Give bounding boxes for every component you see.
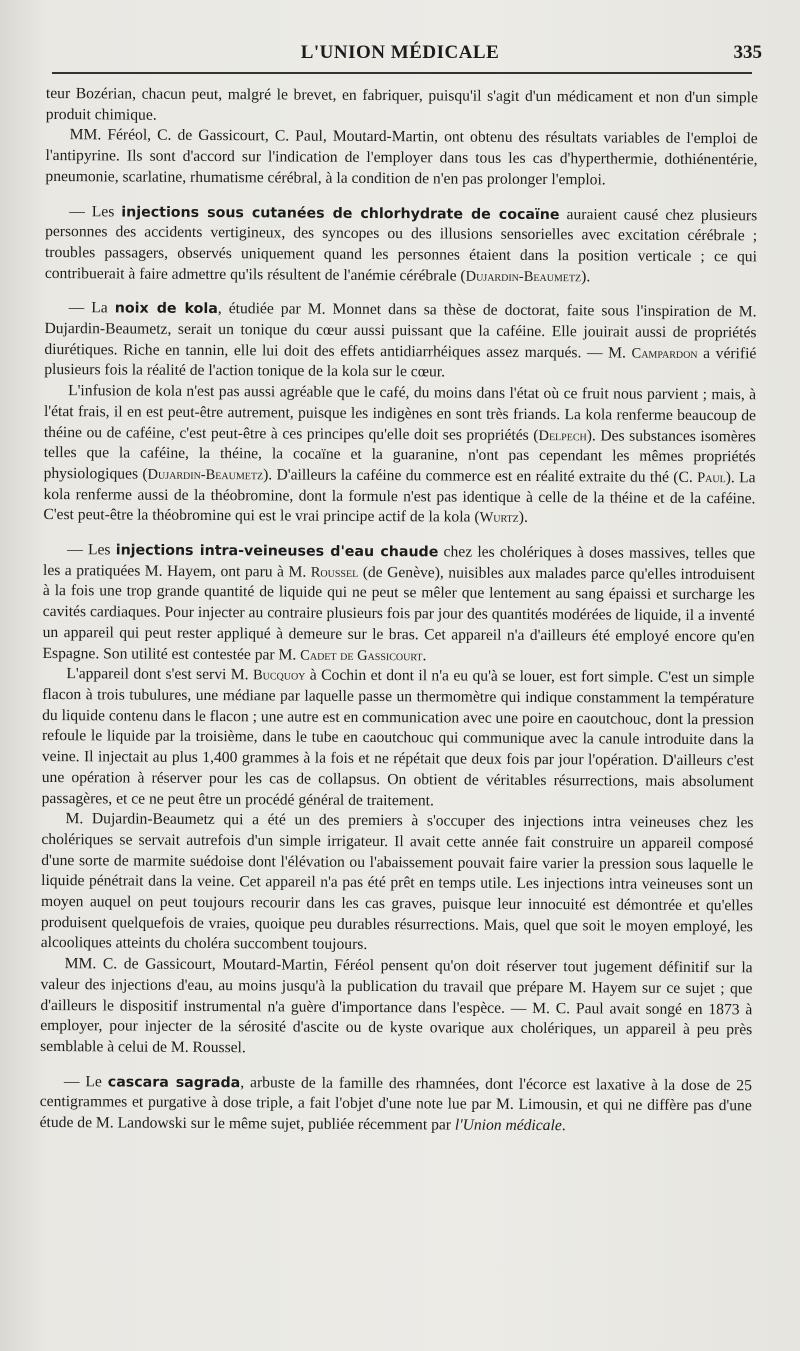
end-text: ). bbox=[518, 509, 528, 527]
lead-text: — Les bbox=[67, 541, 111, 559]
paragraph-bozerian: teur Bozérian, chacun peut, malgré le brevet, en fabriquer, puisqu'il s'agit d'un médicament et non d'un simple produit chimique. bbox=[45, 84, 758, 124]
author-ref: Dujardin-Beaumetz bbox=[465, 268, 582, 285]
header-rule bbox=[52, 72, 752, 74]
paragraph-cascara bbox=[40, 1072, 752, 1138]
body-text: ). La kola renferme aussi de la théobromine, dont la formule n'est pas identique à celle de la théine et de la caféine. C'est peut-être la théobromine qui est le vrai principe actif de la kola ( bbox=[43, 469, 756, 527]
end-text: ). bbox=[581, 267, 591, 285]
body-text: , étudiée par M. Monnet dans sa thèse de doctorat, faite sous l'inspiration de M. Dujardin-Beaumetz, serait un tonique du cœur aussi puissant que la caféine. Elle jouirait aussi de propriétés diurétiques. Riche en tannin, elle lui doit des effets antidiarrhéiques assez marqués. — M. bbox=[44, 300, 757, 362]
author-ref: Dujardin-Beaumetz bbox=[147, 466, 264, 484]
body-text: , arbuste de la famille des rhamnées, dont l'écorce est laxative à la dose de 25 centigrammes et purgative à dose triple, a fait l'objet d'une note lue par M. Limousin, et qui ne diffère pas d'une étude de M. Landowski sur le même sujet, publiée récemment par bbox=[39, 1073, 752, 1134]
author-ref: Delpech bbox=[538, 427, 587, 444]
keyword-cascara: cascara sagrada bbox=[107, 1074, 241, 1091]
paragraph-injections bbox=[42, 540, 755, 669]
paragraph-cocaine bbox=[45, 202, 757, 289]
paragraph-appareil bbox=[42, 664, 755, 813]
body-text: (de Genève), nuisibles aux malades parce qu'elles introduisent à la fois une trop grande quantité de liquide qui ne peut se mêler que lentement au sang épaissi et surcharge les cavités cardiaques. Pour injecter au contraire plusieurs fois par jour des quantités modérées de liquide, il a inventé un appareil qui peut rester appliqué à demeure sur le bras. Cet appareil n'a d'ailleurs été employé encore qu'en Espagne. Son utilité est contestée par M. bbox=[42, 563, 756, 664]
author-ref: Cadet de Gassicourt bbox=[300, 647, 423, 664]
paragraph-kola bbox=[44, 298, 756, 385]
lead-text: — Le bbox=[63, 1072, 102, 1091]
page-header bbox=[30, 38, 770, 72]
keyword-cocaine: injections sous cutanées de chlorhydrate de cocaïne bbox=[121, 203, 560, 223]
body-text: ). D'ailleurs la caféine du commerce est en réalité extraite du thé (C. bbox=[263, 466, 693, 486]
body-text: ). Des substances isomères telles que la caféine, la théine, la cocaïne et la guaranine, n'ont pas cependant les mêmes propriétés physiologiques ( bbox=[43, 426, 756, 483]
keyword-kola: noix de kola bbox=[114, 300, 218, 318]
body-text: chez les cholériques à doses massives, telles que les a pratiquées M. Hayem, ont paru à M. bbox=[42, 543, 756, 581]
paragraph-dujardin: M. Dujardin-Beaumetz qui a été un des premiers à s'occuper des injections intra veineuses chez les cholériques se servait autrefois d'un simple irrigateur. Il avait cette année fait construire un appareil composé d'une sorte de marmite suédoise dont l'élévation ou l'abaissement pouvait faire varier la pression sous laquelle le liquide pénétrait dans la veine. Cet appareil n'a pas été prêt en temps utile. Les injections intra veineuses sont un moyen auquel on peut toujours recourir dans les cas graves, puisque leur innocuité est démontrée et qu'elles produisent quelquefois de vraies, quoique peu durables résurrections. Mais, quel que soit le moyen employé, les alcooliques atteints du choléra succombent toujours. bbox=[40, 810, 754, 954]
paragraph-antipyrine: MM. Féréol, C. de Gassicourt, C. Paul, Moutard-Martin, ont obtenu des résultats variables de l'emploi de l'antipyrine. Ils sont d'accord sur l'indication de l'employer dans tous les cas d'hyperthermie, dothiénentérie, pneumonie, scarlatine, rhumatisme cérébral, à la condition de n'en pas prolonger l'emploi. bbox=[45, 126, 758, 189]
end-text: . bbox=[422, 646, 427, 664]
end-text: . bbox=[561, 1117, 566, 1135]
author-ref: Bucquoy bbox=[252, 667, 306, 684]
body-text: a vérifié plusieurs fois la réalité de l'action tonique de la kola sur le cœur. bbox=[44, 344, 757, 381]
running-title: L'UNION MÉDICALE bbox=[300, 42, 500, 63]
author-ref: Campardon bbox=[631, 345, 698, 362]
body-text: L'infusion de kola n'est pas aussi agréable que le café, du moins dans l'état où ce fruit nous parvient ; mais, à l'état frais, il en est peut-être autrement, puisque les indigènes en sont très friands. La kola renferme beaucoup de théine ou de caféine, c'est peut-être à ces principes qu'elle doit ses propriétés ( bbox=[43, 382, 757, 444]
body-text: auraient causé chez plusieurs personnes des accidents vertigineux, des syncopes ou des illusions sensorielles avec excitation cérébrale ; troubles passagers, observés uniquement quand les personnes étaient dans la position verticale ; ce qui contribuerait à faire admettre qu'ils résultent de l'anémie cérébrale ( bbox=[44, 205, 758, 285]
lead-text: — La bbox=[68, 299, 108, 317]
lead-text: — Les bbox=[69, 202, 115, 220]
journal-title: l'Union médicale bbox=[454, 1116, 562, 1135]
author-ref: Wurtz bbox=[479, 510, 519, 527]
body-text: à Cochin et dont il n'a eu qu'à se louer, est fort simple. C'est un simple flacon à trois tubulures, une médiane par laquelle passe un thermomètre qui indique constamment la température du liquide contenu dans le flacon ; une autre est en communication avec une poire en caoutchouc, dont la pression refoule le liquide par la troisième, dans le tube en caoutchouc qui communique avec la canule introduite dans la veine. Il injectait au plus 1,400 grammes à la fois et ne répétait que deux fois par jour l'opération. D'ailleurs c'est une opération à réserver pour les cas de collapsus. On obtient de véritables résurrections, mais absolument passagères, et ce ne peut être un procédé général de traitement. bbox=[41, 666, 755, 809]
page-number: 335 bbox=[733, 42, 762, 63]
paragraph-kola-infusion bbox=[43, 381, 756, 530]
author-ref: Paul bbox=[697, 469, 726, 487]
body-text: L'appareil dont s'est servi M. bbox=[66, 665, 249, 684]
keyword-injections: injections intra-veineuses d'eau chaude bbox=[115, 542, 439, 561]
paragraph-gassicourt: MM. C. de Gassicourt, Moutard-Martin, Féréol pensent qu'on doit réserver tout jugement définitif sur la valeur des injections d'eau, au moins jusqu'à la publication du travail que prépare M. Hayem sur ce sujet ; que d'ailleurs le dispositif instrumental n'a guère d'importance dans l'espèce. — M. C. Paul avait songé en 1873 à employer, pour injecter de la sérosité d'ascite ou de kyste ovarique aux cholériques, un appareil à peu près semblable à celui de M. Roussel. bbox=[40, 955, 753, 1057]
article-body bbox=[40, 84, 758, 1138]
author-ref: Roussel bbox=[310, 564, 359, 581]
